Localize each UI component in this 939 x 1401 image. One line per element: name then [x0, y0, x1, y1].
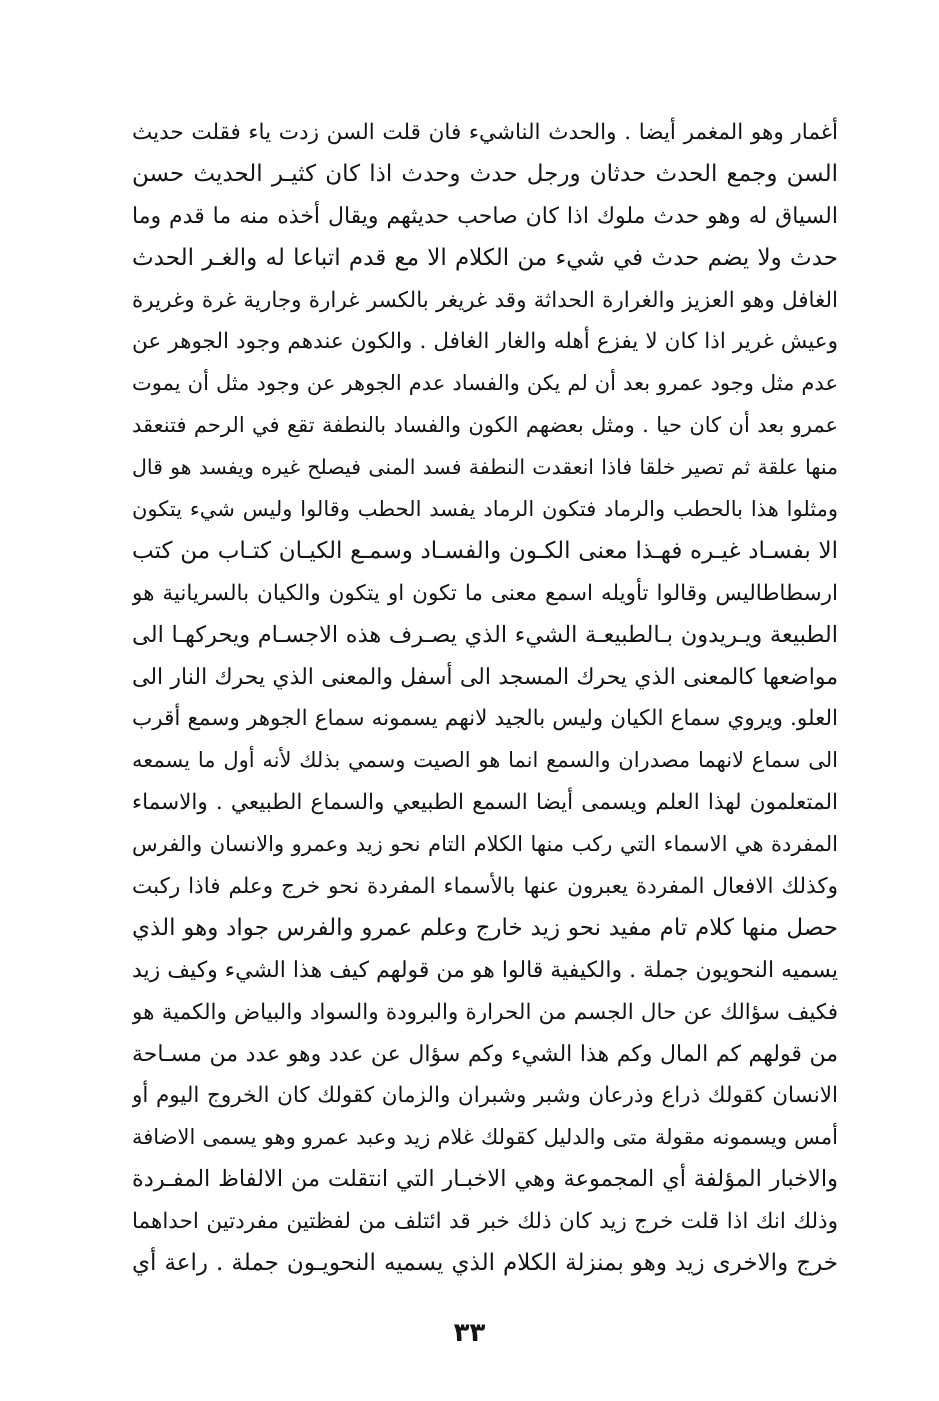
page-number: ٣٣ — [453, 1318, 486, 1348]
text-line: وكذلك الافعال المفردة يعبرون عنها بالأسماء المفردة نحو خرج وعلم فاذا ركبت — [132, 874, 838, 900]
text-line: عدم مثل وجود عمرو بعد أن لم يكن والفساد عدم الجوهر عن وجود مثل أن يموت — [132, 371, 838, 396]
text-line: المفردة هي الاسماء التي ركب منها الكلام التام نحو زيد وعمرو والانسان والفرس — [132, 832, 838, 857]
text-line: الغافل وهو العزيز والغرارة الحداثة وقد غريغر بالكسر غرارة وجارية غرة وغريرة — [132, 287, 838, 313]
text-line: حدث ولا يضم حدث في شيء من الكلام الا مع قدم اتباعا له والغـر الحدث — [132, 244, 838, 271]
text-line: حصل منها كلام تام مفيد نحو زيد خارج وعلم عمرو والفرس جواد وهو الذي — [132, 914, 838, 941]
text-line: ومثلوا هذا بالحطب والرماد فتكون الرماد يفسد الحطب وقالوا وليس شيء يتكون — [132, 497, 838, 522]
text-line: الانسان كقولك ذراع وذرعان وشبر وشبران والزمان كقولك كان الخروج اليوم أو — [132, 1083, 838, 1109]
text-line: السن وجمع الحدث حدثان ورجل حدث وحدث اذا كان كثيـر الحديث حسن — [132, 160, 838, 187]
text-line: العلو. ويروي سماع الكيان وليس بالجيد لانهم يسمونه سماع الجوهر وسمع أقرب — [132, 706, 838, 732]
text-line: عمرو بعد أن كان حيا . ومثل بعضهم الكون والفساد بالنطفة تقع في الرحم فتنعقد — [132, 413, 838, 438]
text-line: الطبيعة ويـريدون بـالطبيعـة الشيء الذي يصـرف هذه الاجسـام ويحركهـا الى — [132, 621, 838, 648]
text-line: والاخبار المؤلفة أي المجموعة وهي الاخبـار التي انتقلت من الالفاظ المفـردة — [132, 1166, 838, 1193]
text-line: أمس ويسمونه مقولة متى والدليل كقولك غلام زيد وعبد عمرو وهو يسمى الاضافة — [132, 1125, 838, 1150]
text-line: وذلك انك اذا قلت خرج زيد كان ذلك خبر قد ائتلف من لفظتين مفردتين احداهما — [132, 1209, 838, 1235]
text-line: أغمار وهو المغمر أيضا . والحدث الناشيء فان قلت السن زدت ياء فقلت حديث — [132, 120, 838, 145]
text-line: ارسطاطاليس وقالوا تأويله اسمع معنى ما تكون او يتكون والكيان بالسريانية هو — [132, 580, 838, 606]
text-line: وعيش غرير اذا كان لا يفزع أهله والغار الغافل . والكون عندهم وجود الجوهر عن — [132, 329, 838, 355]
text-line: فكيف سؤالك عن حال الجسم من الحرارة والبرودة والسواد والبياض والكمية هو — [132, 999, 838, 1025]
text-line: خرج والاخرى زيد وهو بمنزلة الكلام الذي يسميه النحويـون جملة . راعة أي — [132, 1250, 838, 1277]
text-line: منها علقة ثم تصير خلقا فاذا انعقدت النطفة فسد المنى فيصلح غيره ويفسد هو قال — [132, 455, 838, 480]
text-line: الا بفسـاد غيـره فهـذا معنى الكـون والفسـاد وسمـع الكيـان كتـاب من كتب — [132, 537, 838, 564]
text-line: المتعلمون لهذا العلم ويسمى أيضا السمع الطبيعي والسماع الطبيعي . والاسماء — [132, 790, 838, 816]
text-line: الى سماع لانهما مصدران والسمع انما هو الصيت وسمي بذلك لأنه أول ما يسمعه — [132, 748, 838, 773]
text-line: من قولهم كم المال وكم هذا الشيء وكم سؤال عن عدد وهو عدد من مسـاحة — [132, 1041, 838, 1067]
text-line: يسميه النحويون جملة . والكيفية قالوا هو من قولهم كيف هذا الشيء وكيف زيد — [132, 957, 838, 983]
text-line: السياق له وهو حدث ملوك اذا كان صاحب حديثهم ويقال أخذه منه ما قدم وما — [132, 203, 838, 229]
body-text — [132, 112, 838, 1285]
text-line: مواضعها كالمعنى الذي يحرك المسجد الى أسفل والمعنى الذي يحرك النار الى — [132, 664, 838, 690]
